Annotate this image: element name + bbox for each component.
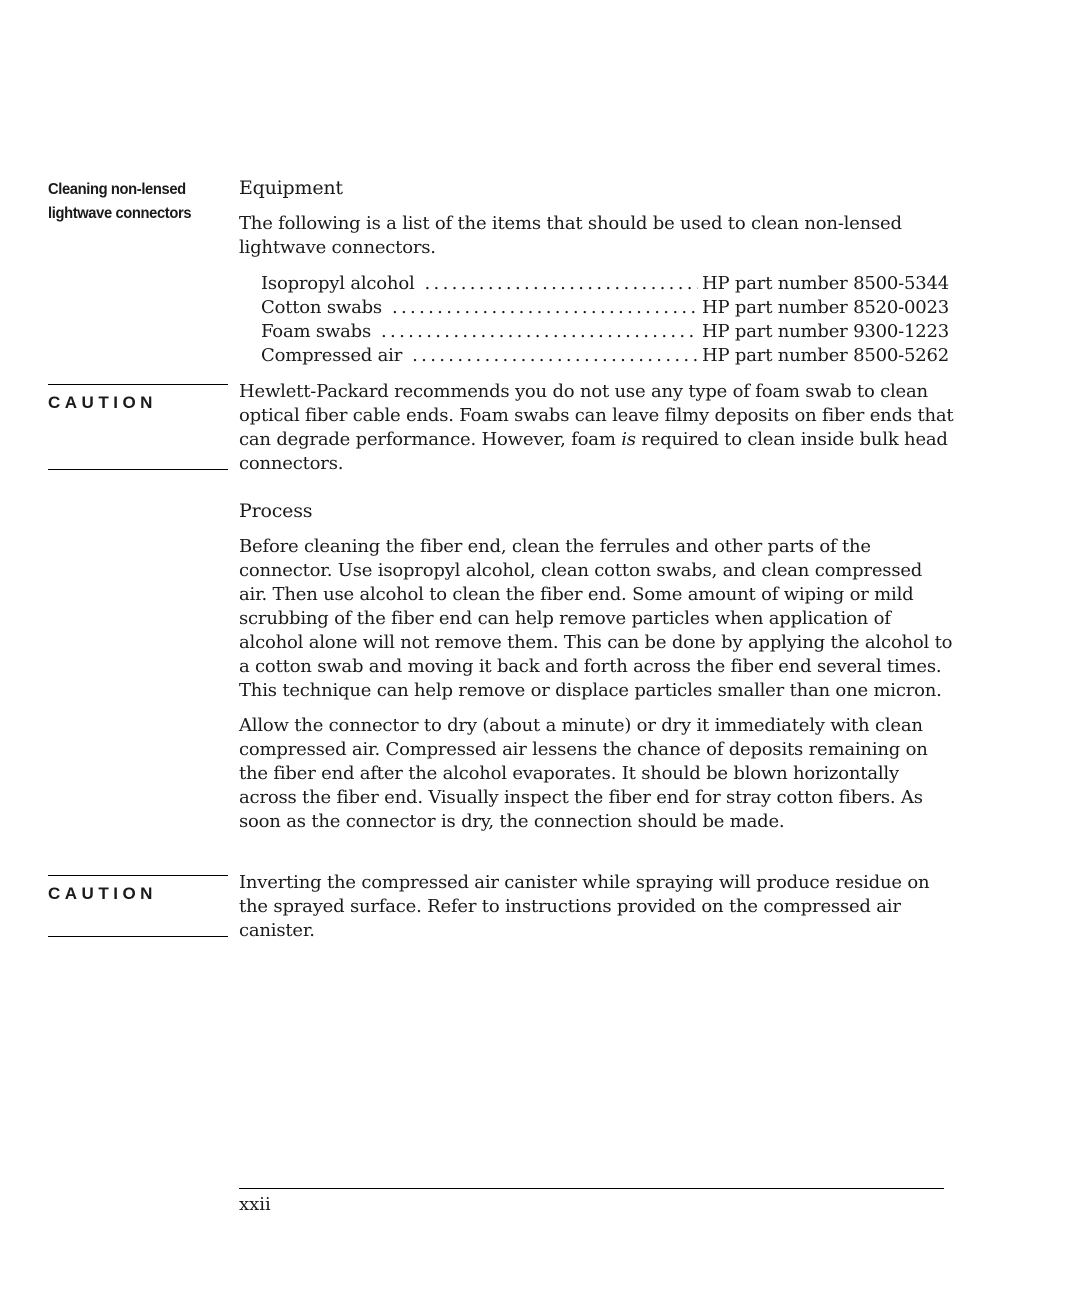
part-number: HP part number 9300-1223 [702,321,949,342]
caution-paragraph [239,380,955,476]
process-paragraph-1: Before cleaning the fiber end, clean the ferrules and other parts of the connector. Use isopropyl alcohol, clean cotton swabs, and clean compressed air. Then use alcohol to clean the fiber end. Some amount of wiping or mild scrubbing of the fiber end can help remove particles when application of alcohol alone will not remove them. This can be done by applying the alcohol to a cotton swab and moving it back and forth across the fiber end several times. This technique can help remove or displace particles smaller than one micron. [239,536,953,701]
part-name: Foam swabs [261,321,371,342]
equipment-title: Equipment [239,177,343,199]
dot-leader [425,272,698,296]
caution-label: CAUTION [48,875,228,904]
part-number: HP part number 8500-5344 [702,273,949,294]
list-item [261,344,949,368]
part-name: Cotton swabs [261,297,382,318]
part-name: Compressed air [261,345,403,366]
section-heading [48,178,214,226]
dot-leader [381,320,698,344]
dot-leader [412,344,698,368]
equipment-section [239,176,955,260]
caution-text [239,380,955,476]
process-section [239,499,955,834]
caution-paragraph: Inverting the compressed air canister while spraying will produce residue on the sprayed surface. Refer to instructions provided on the compressed air canister. [239,872,930,941]
caution-bottom-rule [48,469,228,470]
list-item [261,320,949,344]
part-name: Isopropyl alcohol [261,273,415,294]
caution-text-end: required to clean inside bulk head connectors. [239,429,948,474]
footer-rule [239,1188,944,1189]
page-number: xxii [239,1194,271,1215]
section-heading-line1: Cleaning non-lensed [48,181,186,198]
caution-bottom-rule [48,936,228,937]
caution-label: CAUTION [48,384,228,413]
process-paragraph-2: Allow the connector to dry (about a minute) or dry it immediately with clean compressed air. Compressed air lessens the chance of deposits remaining on the fiber end after the alcohol evaporates. It should be blown horizontally across the fiber end. Visually inspect the fiber end for stray cotton fibers. As soon as the connector is dry, the connection should be made. [239,715,928,832]
list-item [261,272,949,296]
caution-text-start: Hewlett-Packard recommends you do not use any type of foam swab to clean optical fiber cable ends. Foam swabs can leave filmy deposits on fiber ends that can degrade performance. However, foam [239,381,954,450]
list-item [261,296,949,320]
part-number: HP part number 8500-5262 [702,345,949,366]
process-title: Process [239,500,313,522]
parts-list [261,272,949,368]
part-number: HP part number 8520-0023 [702,297,949,318]
equipment-intro: The following is a list of the items that should be used to clean non-lensed lightwave connectors. [239,213,902,258]
dot-leader [392,296,698,320]
caution-text [239,871,955,943]
section-heading-line2: lightwave connectors [48,205,192,222]
caution-emphasis: is [621,429,636,450]
